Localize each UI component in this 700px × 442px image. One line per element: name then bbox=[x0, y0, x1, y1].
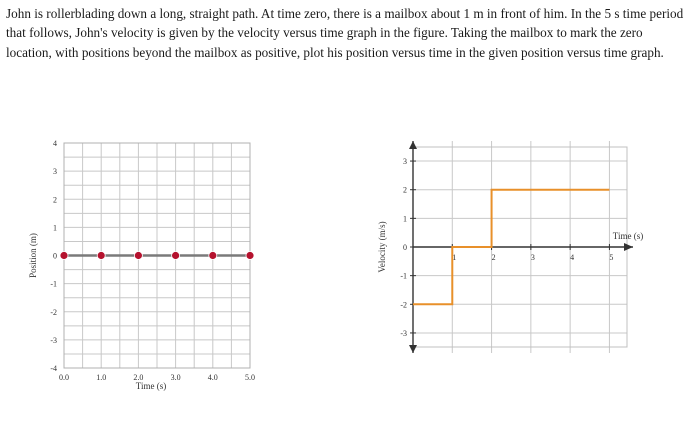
y-tick-label: 0 bbox=[403, 243, 407, 252]
y-tick-label: -1 bbox=[50, 279, 57, 289]
problem-line-3: location, with positions beyond the mailbox as positive, plot his position versus time in the given position versus time graph. bbox=[6, 44, 664, 60]
x-tick-label: 1.0 bbox=[96, 373, 107, 382]
x-tick-label: 4 bbox=[570, 253, 575, 262]
x-tick-label: 2 bbox=[491, 253, 496, 262]
problem-line-2: that follows, John's velocity is given by the velocity versus time graph in the figure. Taking the mailbox to mark the zero bbox=[6, 25, 643, 41]
y-tick-label: 2 bbox=[53, 195, 57, 205]
x-tick-label: 3 bbox=[530, 253, 535, 262]
y-tick-label: 2 bbox=[403, 185, 407, 195]
x-axis-arrow bbox=[624, 243, 633, 251]
y-tick-label: -3 bbox=[50, 335, 57, 345]
x-tick-label: 5 bbox=[609, 253, 614, 262]
x-axis-label: Time (s) bbox=[135, 381, 167, 391]
y-tick-label: -4 bbox=[50, 364, 57, 373]
x-tick-label: 1 bbox=[452, 253, 457, 262]
x-tick-label: 4.0 bbox=[207, 373, 218, 382]
y-tick-label: 1 bbox=[53, 223, 57, 233]
x-tick-label: 2.0 bbox=[133, 373, 144, 382]
y-tick-label: 3 bbox=[403, 157, 407, 167]
y-tick-label: -3 bbox=[400, 328, 407, 338]
y-axis-label: Velocity (m/s) bbox=[377, 221, 387, 273]
y-tick-label: -1 bbox=[400, 271, 407, 281]
y-tick-label: 1 bbox=[403, 214, 407, 224]
y-tick-label: 4 bbox=[53, 139, 57, 148]
y-tick-label: 3 bbox=[53, 167, 57, 177]
x-tick-label: 3.0 bbox=[170, 373, 181, 382]
y-axis-arrow-up bbox=[409, 141, 417, 149]
y-tick-label: -2 bbox=[400, 300, 407, 310]
y-tick-label: -2 bbox=[50, 307, 57, 317]
y-axis-label: Position (m) bbox=[28, 233, 38, 278]
y-tick-label: 0 bbox=[53, 251, 57, 261]
problem-line-1: John is rollerblading down a long, straight path. At time zero, there is a mailbox about 1 m in front of him. In the 5 s time period bbox=[6, 6, 684, 21]
x-tick-label: 0.0 bbox=[59, 373, 69, 382]
x-axis-label: Time (s) bbox=[612, 231, 644, 241]
x-tick-label: 5.0 bbox=[245, 373, 255, 382]
y-axis-arrow-down bbox=[409, 345, 417, 353]
